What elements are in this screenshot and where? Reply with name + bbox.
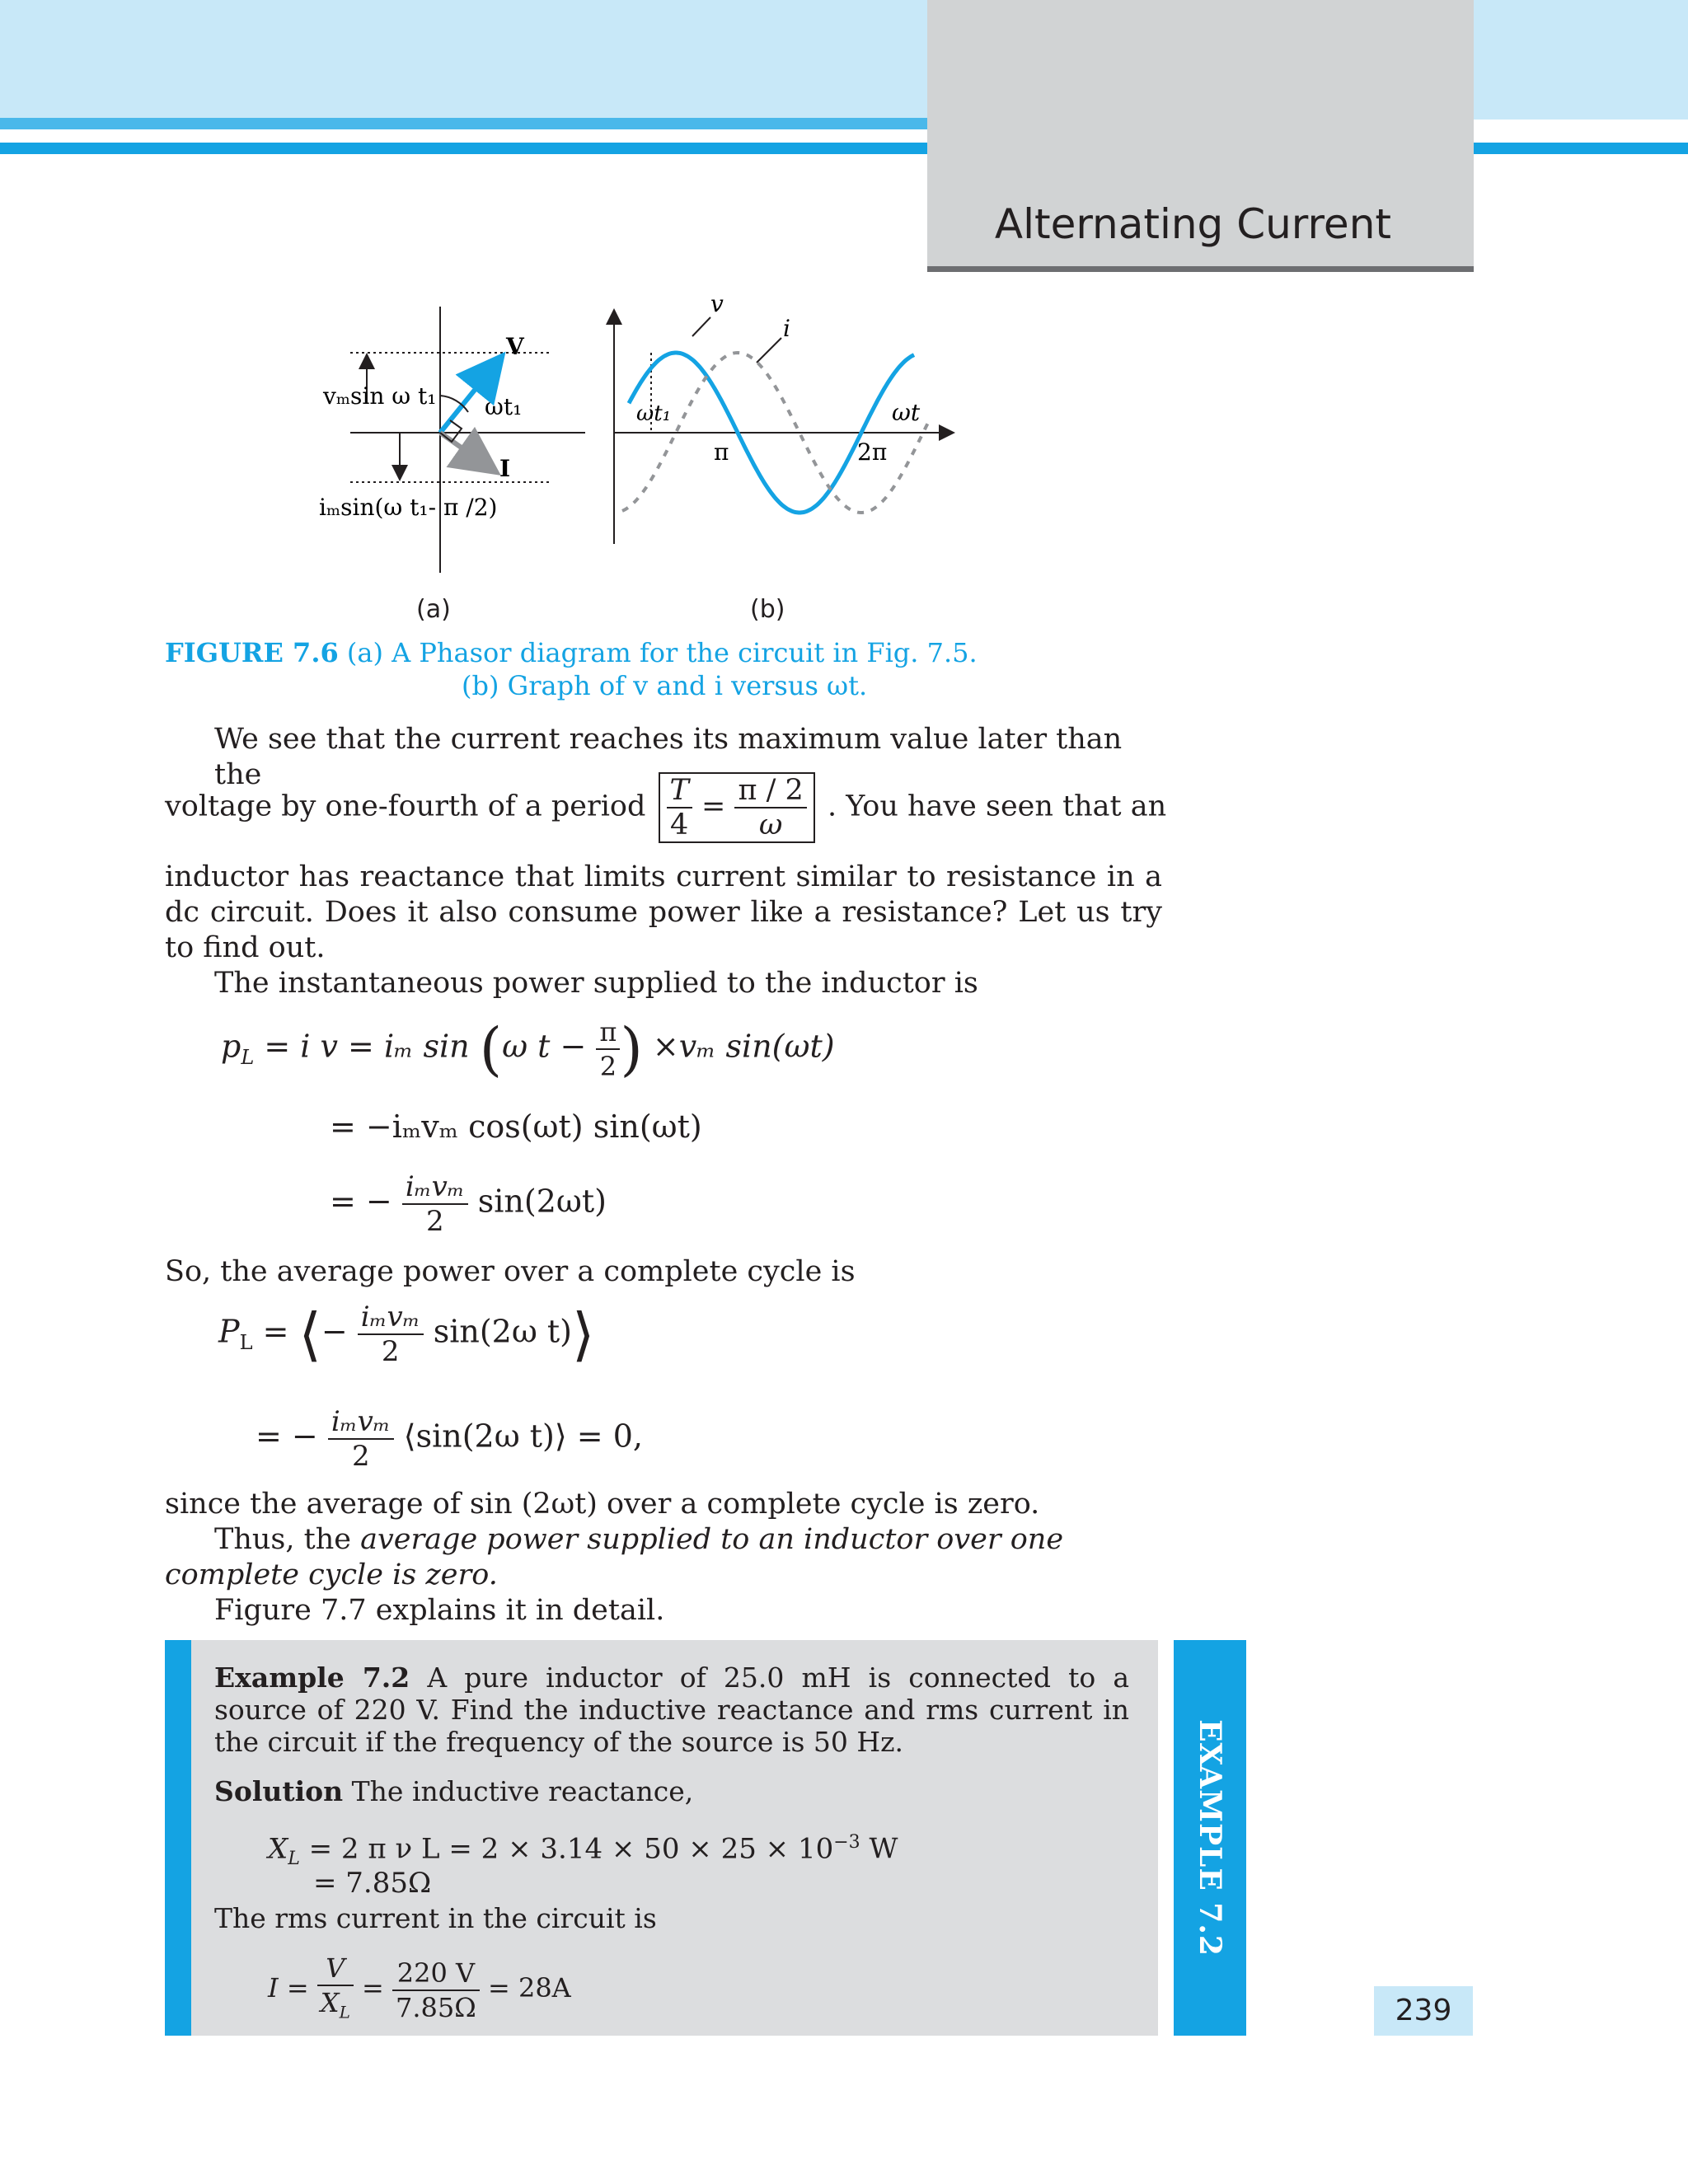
period-fraction-right: $\frac{\pi / 2}{\omega}$: [734, 774, 806, 841]
phasor-and-graph-diagram: [305, 288, 981, 618]
phasor-v-label: V: [506, 333, 524, 360]
period-fraction-left: $\frac{T}{4}$: [667, 774, 692, 841]
caption-line-2: (b) Graph of v and i versus ωt.: [462, 670, 868, 701]
example-equation-1: $X_L = 2$ π ν $L = 2 \times 3.14 \times 50 \times 25 \times 10^{-3}$ W: [268, 1832, 898, 1870]
paragraph-2: inductor has reactance that limits current similar to resistance in a dc circuit. Does it also consume power like a resistance? Let us try to find out.: [165, 860, 1162, 964]
angle-label: ωt₁: [485, 393, 523, 420]
header-stripe: [1474, 143, 1688, 154]
subfigure-b-label: (b): [750, 595, 785, 624]
graph-pi-label: π: [714, 438, 729, 466]
v-leader-line: [692, 317, 710, 336]
example-left-bar: [165, 1640, 191, 2036]
page-number: 239: [1374, 1986, 1473, 2036]
graph-i-label: i: [783, 315, 790, 342]
paragraph-5: since the average of sin (2ωt) over a complete cycle is zero.: [165, 1488, 1040, 1521]
paragraph-4: So, the average power over a complete cycle is: [165, 1255, 856, 1288]
phasor-i-label: I: [499, 455, 511, 482]
example-equation-2: = 7.85Ω: [313, 1867, 432, 1900]
graph-wt-label: ωt: [892, 399, 921, 426]
equation-5: = − $\frac{\text{iₘvₘ}}{2}$ ⟨sin(2ω t)⟩ = 0,: [256, 1405, 643, 1473]
chapter-title: Alternating Current: [994, 200, 1391, 248]
figure-7-6: [305, 288, 981, 618]
i-projection-label: iₘsin(ω t₁- π /2): [319, 494, 498, 521]
subfigure-a-label: (a): [416, 595, 451, 624]
example-side-tab: [1174, 1640, 1246, 2036]
paragraph-1b: [165, 772, 1167, 843]
equation-3: = − $\frac{\text{iₘvₘ}}{2}$ sin(2ωt): [330, 1170, 607, 1238]
equation-4: $P_L$ = ⟨− $\frac{\text{iₘvₘ}}{2}$ sin(2ω t)⟩: [218, 1301, 595, 1368]
figure-caption: [165, 636, 1154, 702]
p1b-post: . You have seen that an: [827, 790, 1167, 823]
paragraph-7: Figure 7.7 explains it in detail.: [214, 1594, 665, 1627]
header-stripe: [0, 118, 927, 129]
header-stripe: [0, 143, 927, 154]
chapter-header: [927, 0, 1474, 272]
graph-v-label: v: [710, 290, 724, 317]
paragraph-3: The instantaneous power supplied to the inductor is: [214, 967, 978, 1000]
equation-2: = −iₘvₘ cos(ωt) sin(ωt): [330, 1108, 702, 1145]
caption-line-1: (a) A Phasor diagram for the circuit in Fig. 7.5.: [346, 637, 978, 668]
i-leader-line: [757, 338, 781, 363]
v-projection-label: vₘsin ω t₁: [323, 382, 437, 410]
graph-2pi-label: 2π: [857, 438, 888, 466]
example-solution: Solution The inductive reactance,: [214, 1775, 694, 1807]
paragraph-6: Thus, the average power supplied to an inductor over one complete cycle is zero.: [165, 1523, 1064, 1591]
graph-wt1-label: ωt₁: [636, 401, 672, 426]
example-equation-3: I = $\frac{V}{X_L}$ = $\frac{220 V}{7.85\Omega}$ = 28A: [268, 1952, 571, 2023]
period-expression: $\frac{T}{4}$ = $\frac{\pi / 2}{\omega}$: [659, 772, 815, 843]
caption-label: FIGURE 7.6: [165, 637, 339, 668]
equation-1: $p_L = i$ v = iₘ sin (ω t − $\frac{\pi}{2}$ ) ×vₘ sin(ωt): [221, 1015, 835, 1083]
example-rms-text: The rms current in the circuit is: [214, 1902, 657, 1934]
example-problem: Example 7.2 A pure inductor of 25.0 mH is connected to a source of 220 V. Find the inductive reactance and rms current in the circuit if the frequency of the source is 50 Hz.: [214, 1661, 1130, 1758]
p1b-pre: voltage by one-fourth of a period: [165, 790, 646, 823]
example-side-label: EXAMPLE 7.2: [1193, 1719, 1227, 1957]
paragraph-1: We see that the current reaches its maximum value later than the: [214, 723, 1123, 791]
